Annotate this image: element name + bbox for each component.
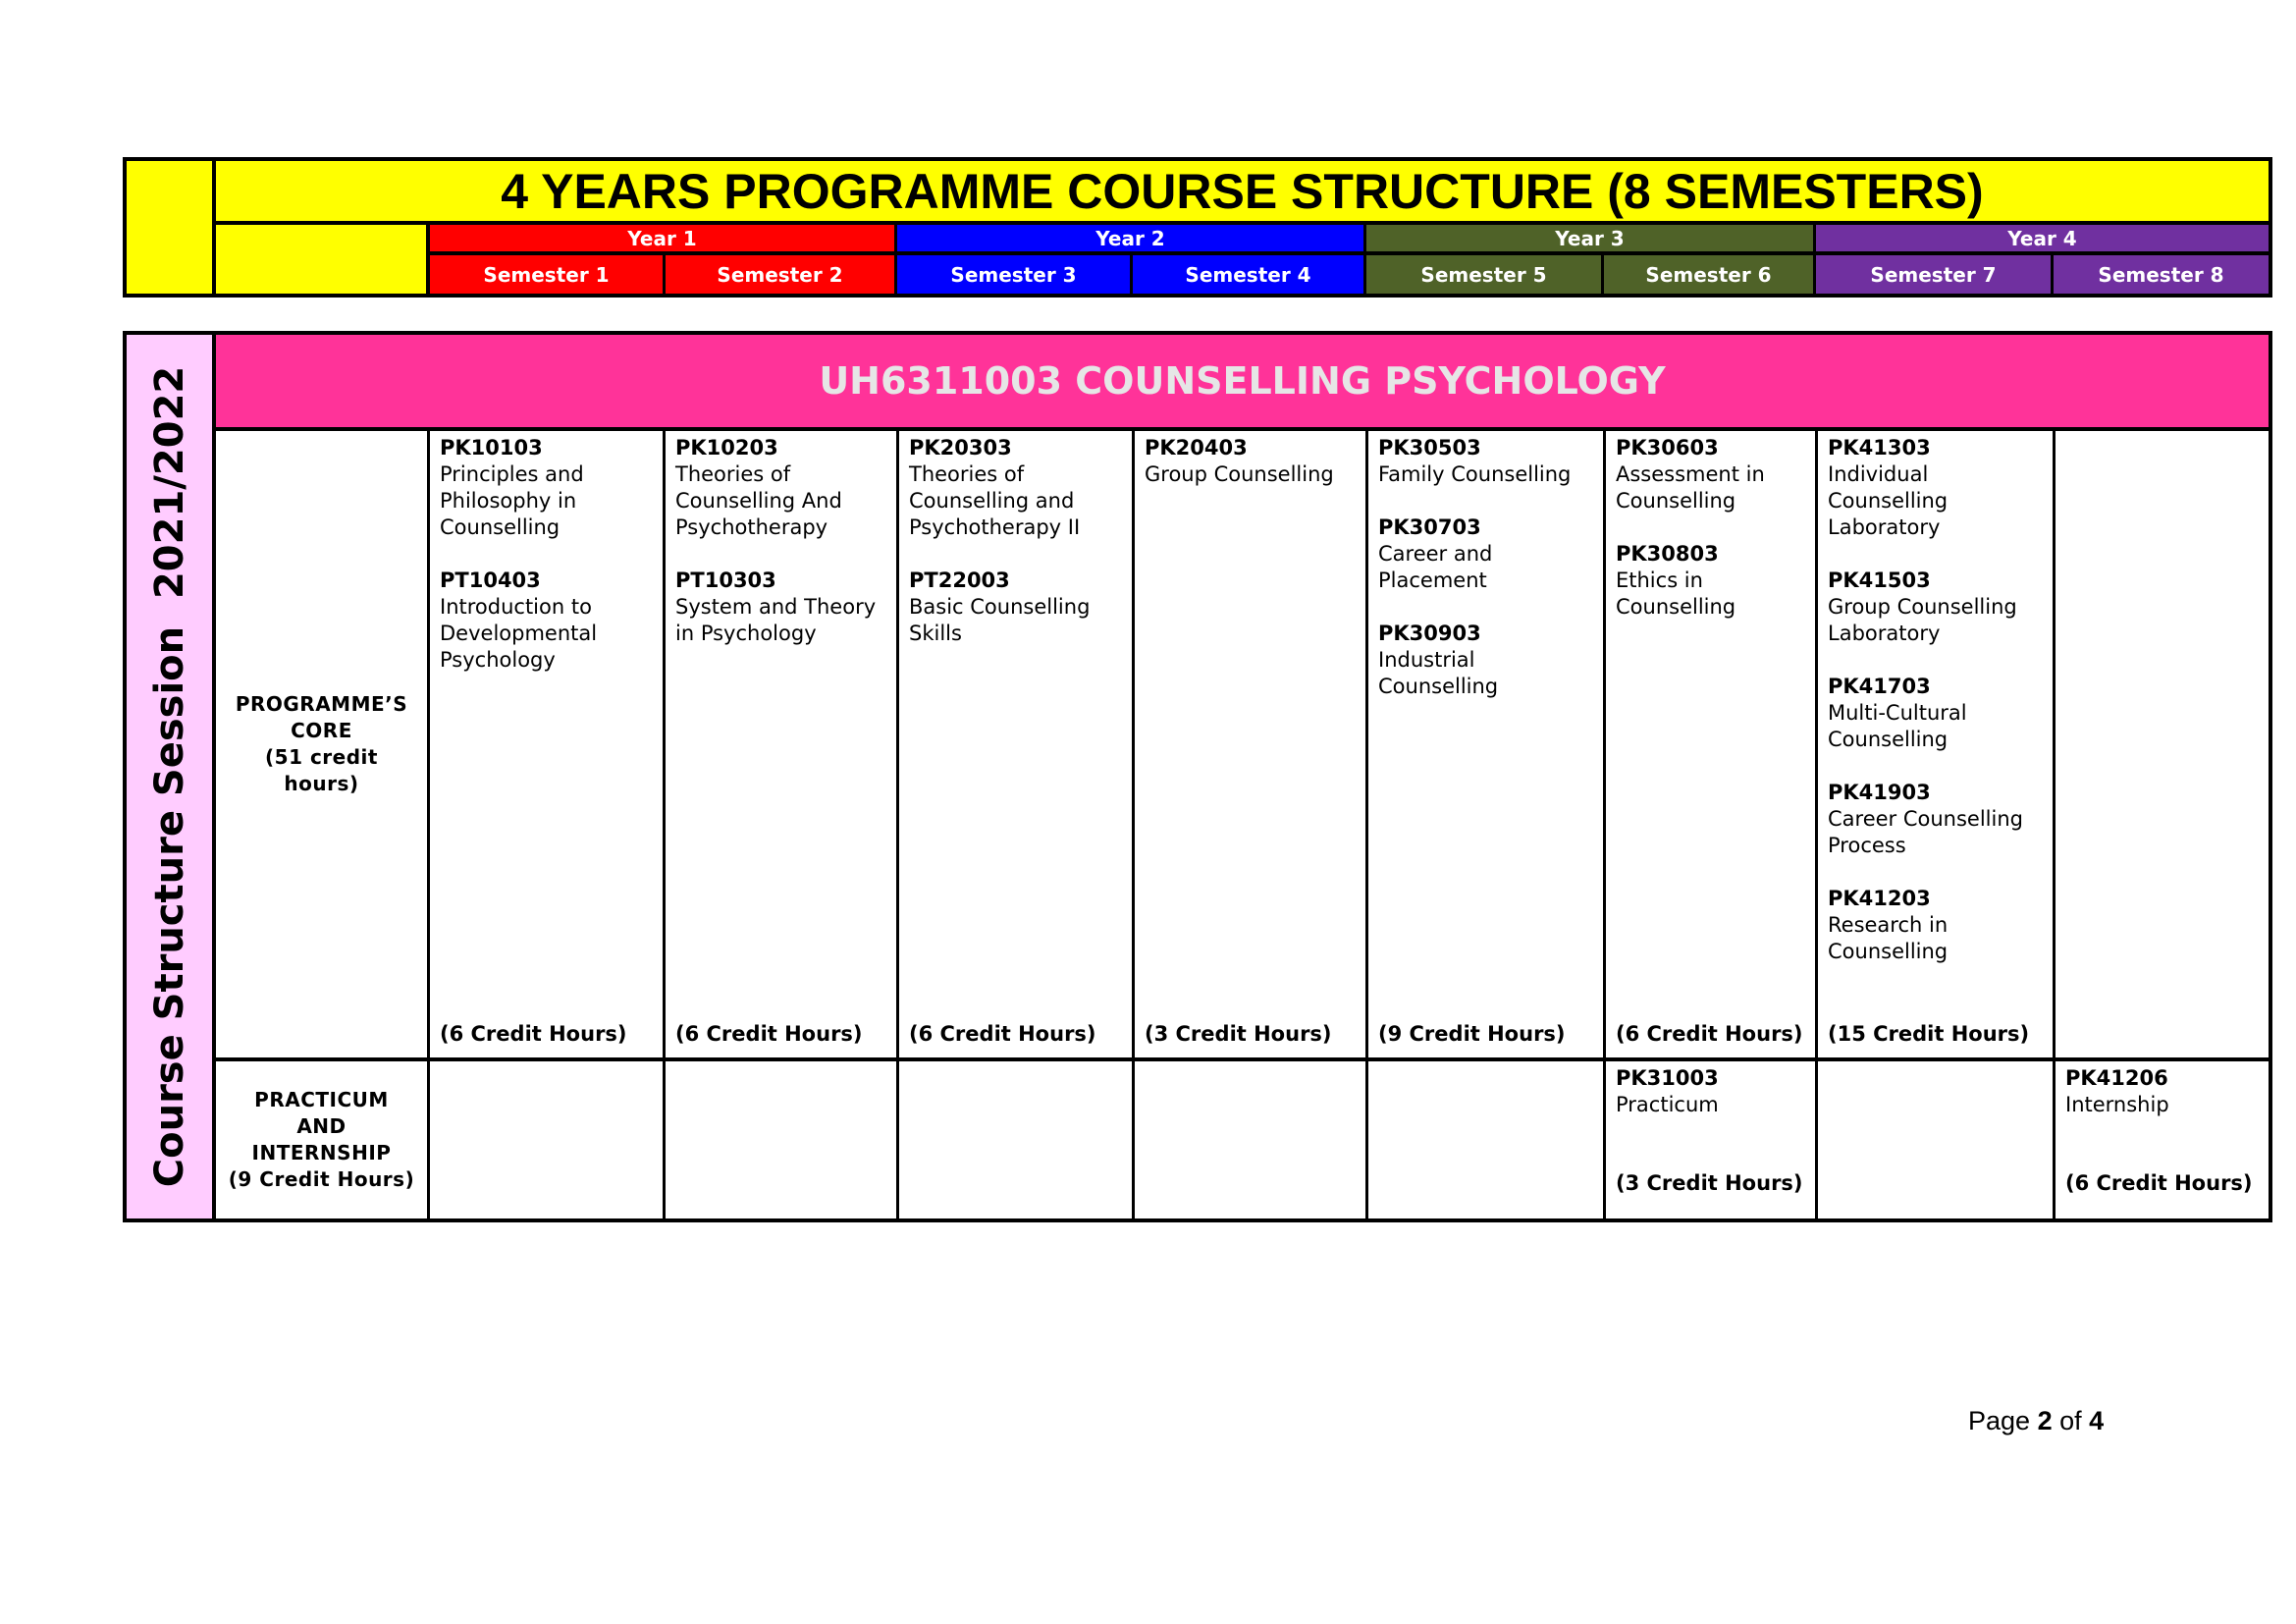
total-pages: 4 xyxy=(2089,1406,2105,1435)
semester-header-4: Semester 4 xyxy=(1133,255,1366,294)
header-blank-cell xyxy=(216,225,430,294)
practicum-semester-4-cell xyxy=(1135,1061,1368,1218)
course-code: PK41203 xyxy=(1828,887,1931,910)
course-code: PK30603 xyxy=(1616,436,1719,460)
label-line: PROGRAMME’S xyxy=(235,692,408,716)
semester-header-row xyxy=(430,255,2269,294)
course-name: Family Counselling xyxy=(1378,462,1572,486)
semester-header-7: Semester 7 xyxy=(1816,255,2054,294)
year-header-2: Year 2 xyxy=(897,225,1366,255)
course-name: Principles and Philosophy in Counselling xyxy=(440,462,584,539)
course-code: PK10103 xyxy=(440,436,543,460)
course-name: Career Counselling Process xyxy=(1828,807,2023,857)
practicum-semester-8-cell xyxy=(2056,1061,2269,1218)
practicum-semester-7-cell xyxy=(1818,1061,2056,1218)
course-entry xyxy=(1828,568,2043,647)
practicum-semester-6-cell xyxy=(1606,1061,1818,1218)
year-header-1: Year 1 xyxy=(430,225,897,255)
course-entry xyxy=(1378,621,1593,700)
structure-header xyxy=(123,157,2272,298)
course-entry xyxy=(440,568,653,674)
course-entry xyxy=(1828,780,2043,859)
semester-header-8: Semester 8 xyxy=(2054,255,2269,294)
label-line: (51 credit xyxy=(265,745,378,769)
course-entry xyxy=(440,435,653,541)
programme-core-row xyxy=(216,431,2269,1061)
credit-hours: (6 Credit Hours) xyxy=(440,1022,627,1046)
course-name: Industrial Counselling xyxy=(1378,648,1499,698)
course-name: Ethics in Counselling xyxy=(1616,568,1736,619)
course-name: Assessment in Counselling xyxy=(1616,462,1765,513)
semester-header-5: Semester 5 xyxy=(1366,255,1604,294)
credit-hours: (3 Credit Hours) xyxy=(1145,1022,1332,1046)
core-semester-6-cell xyxy=(1606,431,1818,1057)
semester-header-1: Semester 1 xyxy=(430,255,666,294)
session-label: Course Structure Session 2021/2022 xyxy=(146,365,192,1188)
course-name: Individual Counselling Laboratory xyxy=(1828,462,1949,539)
course-code: PK41303 xyxy=(1828,436,1931,460)
course-name: Introduction to Developmental Psychology xyxy=(440,595,598,672)
core-semester-2-cell xyxy=(666,431,899,1057)
credit-hours: (6 Credit Hours) xyxy=(675,1022,863,1046)
session-sidebar xyxy=(127,335,216,1218)
practicum-semester-3-cell xyxy=(899,1061,1135,1218)
year-header-row xyxy=(430,225,2269,255)
current-page: 2 xyxy=(2037,1406,2053,1435)
course-code: PT22003 xyxy=(909,568,1010,592)
year-header-4: Year 4 xyxy=(1816,225,2269,255)
course-name: Group Counselling Laboratory xyxy=(1828,595,2017,645)
core-semester-4-cell xyxy=(1135,431,1368,1057)
course-entry xyxy=(1616,541,1805,621)
course-entry xyxy=(1828,435,2043,541)
course-name: Group Counselling xyxy=(1145,462,1334,486)
course-name: Basic Counselling Skills xyxy=(909,595,1091,645)
practicum-semester-5-cell xyxy=(1368,1061,1606,1218)
label-line: hours) xyxy=(284,772,359,795)
credit-hours: (3 Credit Hours) xyxy=(1616,1171,1803,1195)
credit-hours: (6 Credit Hours) xyxy=(1616,1022,1803,1046)
page-prefix: Page xyxy=(1968,1406,2038,1435)
course-entry xyxy=(1378,514,1593,594)
core-semester-7-cell xyxy=(1818,431,2056,1057)
course-code: PT10303 xyxy=(675,568,776,592)
core-semester-5-cell xyxy=(1368,431,1606,1057)
course-name: Practicum xyxy=(1616,1093,1719,1116)
course-entry xyxy=(1828,886,2043,965)
course-entry xyxy=(2065,1065,2259,1118)
course-name: System and Theory in Psychology xyxy=(675,595,877,645)
label-line: INTERNSHIP xyxy=(251,1141,392,1164)
course-entry xyxy=(909,568,1122,647)
course-code: PK30703 xyxy=(1378,515,1481,539)
course-code: PK41703 xyxy=(1828,675,1931,698)
course-entry xyxy=(1828,674,2043,753)
document-title: 4 YEARS PROGRAMME COURSE STRUCTURE (8 SEMESTERS) xyxy=(216,161,2269,225)
course-entry xyxy=(1616,1065,1805,1118)
course-code: PK31003 xyxy=(1616,1066,1719,1090)
programme-title: UH6311003 COUNSELLING PSYCHOLOGY xyxy=(216,335,2269,431)
practicum-semester-2-cell xyxy=(666,1061,899,1218)
course-code: PK41903 xyxy=(1828,781,1931,804)
course-code: PK20303 xyxy=(909,436,1012,460)
course-code: PK10203 xyxy=(675,436,778,460)
course-code: PT10403 xyxy=(440,568,541,592)
course-code: PK30903 xyxy=(1378,622,1481,645)
course-entry xyxy=(909,435,1122,541)
course-name: Internship xyxy=(2065,1093,2169,1116)
course-name: Career and Placement xyxy=(1378,542,1493,592)
practicum-row xyxy=(216,1061,2269,1218)
course-entry xyxy=(1145,435,1356,488)
course-code: PK20403 xyxy=(1145,436,1248,460)
course-name: Multi-Cultural Counselling xyxy=(1828,701,1967,751)
course-name: Theories of Counselling And Psychotherapy xyxy=(675,462,842,539)
semester-header-3: Semester 3 xyxy=(897,255,1133,294)
practicum-semester-1-cell xyxy=(430,1061,666,1218)
label-line: (9 Credit Hours) xyxy=(228,1167,415,1191)
course-entry xyxy=(1616,435,1805,514)
core-semester-8-cell xyxy=(2056,431,2269,1057)
credit-hours: (15 Credit Hours) xyxy=(1828,1022,2030,1046)
course-entry xyxy=(675,568,886,647)
course-code: PK30803 xyxy=(1616,542,1719,566)
practicum-label xyxy=(216,1061,430,1218)
course-structure-table xyxy=(123,331,2272,1222)
programme-core-label xyxy=(216,431,430,1057)
course-entry xyxy=(1378,435,1593,488)
course-code: PK41206 xyxy=(2065,1066,2168,1090)
core-semester-1-cell xyxy=(430,431,666,1057)
course-code: PK41503 xyxy=(1828,568,1931,592)
page-number xyxy=(1968,1406,2104,1436)
year-header-3: Year 3 xyxy=(1366,225,1816,255)
semester-header-6: Semester 6 xyxy=(1604,255,1816,294)
header-corner-cell xyxy=(127,161,216,294)
page-of: of xyxy=(2052,1406,2090,1435)
credit-hours: (9 Credit Hours) xyxy=(1378,1022,1566,1046)
course-name: Research in Counselling xyxy=(1828,913,1949,963)
course-name: Theories of Counselling and Psychotherapy II xyxy=(909,462,1081,539)
label-line: CORE xyxy=(291,719,352,742)
course-code: PK30503 xyxy=(1378,436,1481,460)
label-line: AND xyxy=(296,1114,347,1138)
semester-header-2: Semester 2 xyxy=(666,255,897,294)
core-semester-3-cell xyxy=(899,431,1135,1057)
credit-hours: (6 Credit Hours) xyxy=(909,1022,1096,1046)
course-entry xyxy=(675,435,886,541)
label-line: PRACTICUM xyxy=(254,1088,389,1111)
credit-hours: (6 Credit Hours) xyxy=(2065,1171,2253,1195)
